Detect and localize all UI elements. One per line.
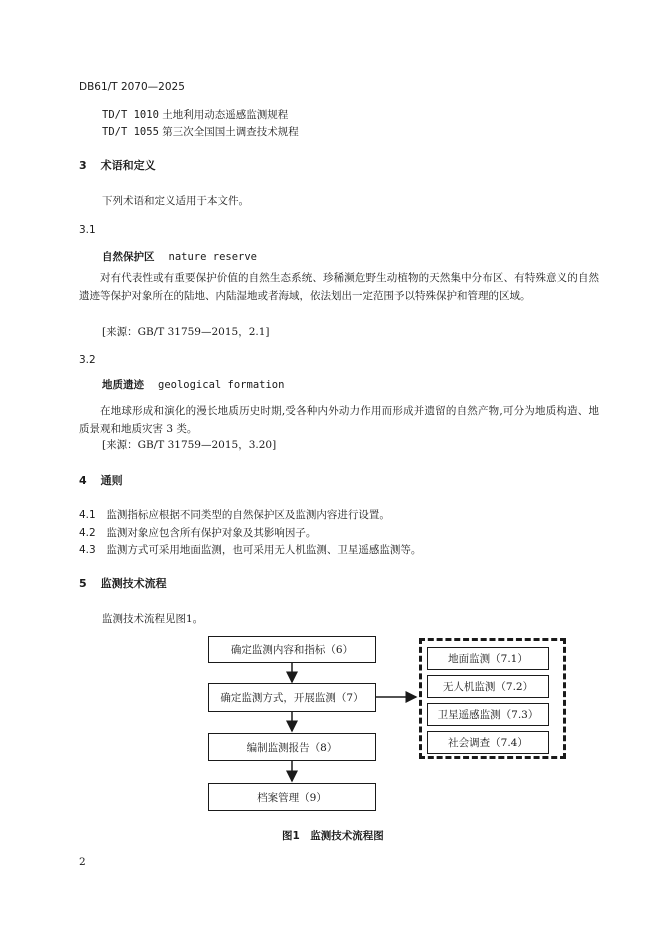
page-number: 2 [79,856,86,868]
section-3-intro: 下列术语和定义适用于本文件。 [102,195,249,207]
term-en: geological formation [158,379,285,391]
clause-number: 4.2 [79,527,96,539]
reference-title: 土地利用动态遥感监测规程 [162,109,289,121]
method-survey: 社会调查（7.4） [427,731,549,754]
term-source: [来源：GB/T 31759—2015，2.1] [102,326,270,338]
flow-step-report: 编制监测报告（8） [208,733,376,761]
flow-step-define-content: 确定监测内容和指标（6） [208,636,376,663]
reference-title: 第三次全国国土调查技术规程 [162,126,299,138]
clause-number: 4.3 [79,544,96,556]
term-number: 3.1 [79,224,96,236]
reference-code: TD/T 1055 [102,126,159,138]
term-en: nature reserve [168,251,258,263]
clause-text: 监测指标应根据不同类型的自然保护区及监测内容进行设置。 [106,509,390,521]
term-cn: 地质遗迹 [102,379,144,391]
section-title: 监测技术流程 [100,577,167,590]
section-title: 通则 [100,474,123,487]
flow-step-monitoring: 确定监测方式，开展监测（7） [208,683,376,712]
figure-caption: 图1 监测技术流程图 [282,830,384,842]
clause-number: 4.1 [79,509,96,521]
section-number: 4 [79,474,87,487]
term-cn: 自然保护区 [102,251,155,263]
clause-text: 监测方式可采用地面监测，也可采用无人机监测、卫星遥感监测等。 [106,544,422,556]
term-definition: 在地球形成和演化的漫长地质历史时期,受各种内外动力作用而形成并遗留的自然产物,可分为地质构造、地质景观和地质灾害 3 类。 [79,405,599,435]
reference-code: TD/T 1010 [102,109,159,121]
clause-text: 监测对象应包含所有保护对象及其影响因子。 [106,527,317,539]
method-satellite: 卫星遥感监测（7.3） [427,703,549,726]
doc-code: DB61/T 2070—2025 [79,81,185,93]
term-number: 3.2 [79,354,96,366]
term-source: [来源：GB/T 31759—2015，3.20] [102,439,277,451]
flow-step-archive: 档案管理（9） [208,783,376,811]
term-definition: 对有代表性或有重要保护价值的自然生态系统、珍稀濒危野生动植物的天然集中分布区、有特殊意义的自然遗迹等保护对象所在的陆地、内陆湿地或者海域，依法划出一定范围予以特殊保护和管理的区域。 [79,272,599,302]
section-number: 5 [79,577,87,590]
method-uav: 无人机监测（7.2） [427,675,549,698]
section-title: 术语和定义 [100,159,156,172]
section-number: 3 [79,159,87,172]
section-5-intro: 监测技术流程见图1。 [102,613,204,625]
method-ground: 地面监测（7.1） [427,647,549,670]
